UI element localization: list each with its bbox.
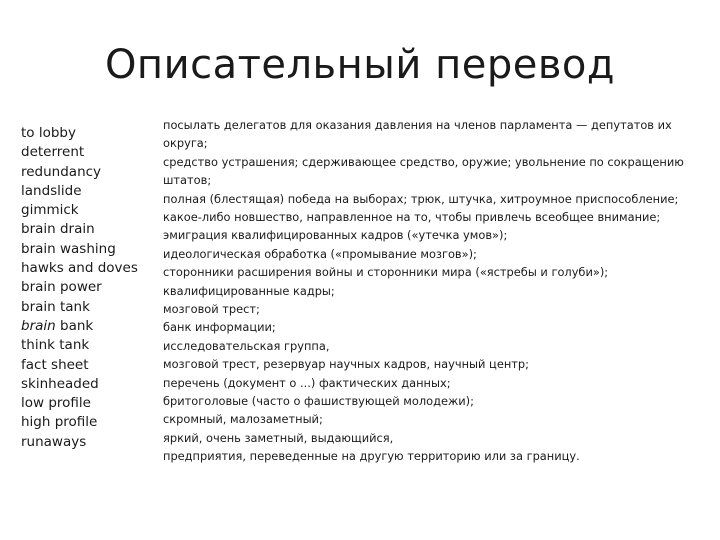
term-item: brain drain [21, 221, 95, 238]
term-item: brain washing [21, 240, 116, 257]
definition-item [163, 153, 703, 190]
definition-item: скромный, малозаметный; [163, 412, 323, 427]
term-item: redundancy [21, 163, 102, 180]
definition-item: предприятия, переведенные на другую территорию или за границу. [163, 449, 580, 464]
definition-line: посылать делегатов для оказания давления на членов парламента — депутатов их [163, 118, 672, 132]
definition-line: округа; [163, 136, 208, 151]
definition-item: перечень (документ о ...) фактических данных; [163, 375, 451, 390]
definition-item: сторонники расширения войны и сторонники мира («ястребы и голуби»); [163, 265, 609, 280]
term-item [21, 317, 156, 336]
definition-item: банк информации; [163, 320, 276, 335]
definition-line: какое-либо новшество, направленное на то, чтобы привлечь всеобщее внимание; [163, 210, 661, 224]
term-italic-part: brain [21, 317, 56, 334]
term-item: deterrent [21, 144, 85, 161]
term-item: fact sheet [21, 356, 89, 373]
definition-item: исследовательская группа, [163, 338, 330, 353]
definition-line: полная (блестящая) победа на выборах; трюк, штучка, хитроумное приспособление; [163, 191, 679, 206]
definition-item [163, 190, 703, 227]
term-item: runaways [21, 433, 87, 450]
definition-item [163, 116, 703, 153]
definitions-column [163, 116, 703, 466]
term-item: brain power [21, 279, 102, 296]
definition-item: эмиграция квалифицированных кадров («утечка умов»); [163, 228, 508, 243]
term-item: skinheaded [21, 375, 99, 392]
terms-column [21, 124, 156, 452]
term-item: low profile [21, 395, 91, 412]
definition-line: штатов; [163, 173, 212, 188]
term-item: high profile [21, 414, 98, 431]
term-rest-part: bank [55, 317, 94, 334]
term-item: hawks and doves [21, 260, 138, 277]
term-item: to lobby [21, 125, 76, 141]
definition-item: бритоголовые (часто о фашиствующей молодежи); [163, 394, 474, 409]
term-item: brain tank [21, 298, 90, 315]
definition-item: мозговой трест; [163, 302, 260, 317]
definition-line: средство устрашения; сдерживающее средство, оружие; увольнение по сокращению [163, 154, 684, 169]
definition-item: идеологическая обработка («промывание мозгов»); [163, 246, 477, 261]
definition-item: квалифицированные кадры; [163, 283, 335, 298]
slide-title: Описательный перевод [104, 42, 616, 88]
term-item: landslide [21, 182, 82, 199]
term-item: think tank [21, 337, 90, 354]
definition-item: яркий, очень заметный, выдающийся, [163, 430, 394, 445]
definition-item: мозговой трест, резервуар научных кадров, научный центр; [163, 357, 529, 372]
term-item: gimmick [21, 202, 79, 219]
